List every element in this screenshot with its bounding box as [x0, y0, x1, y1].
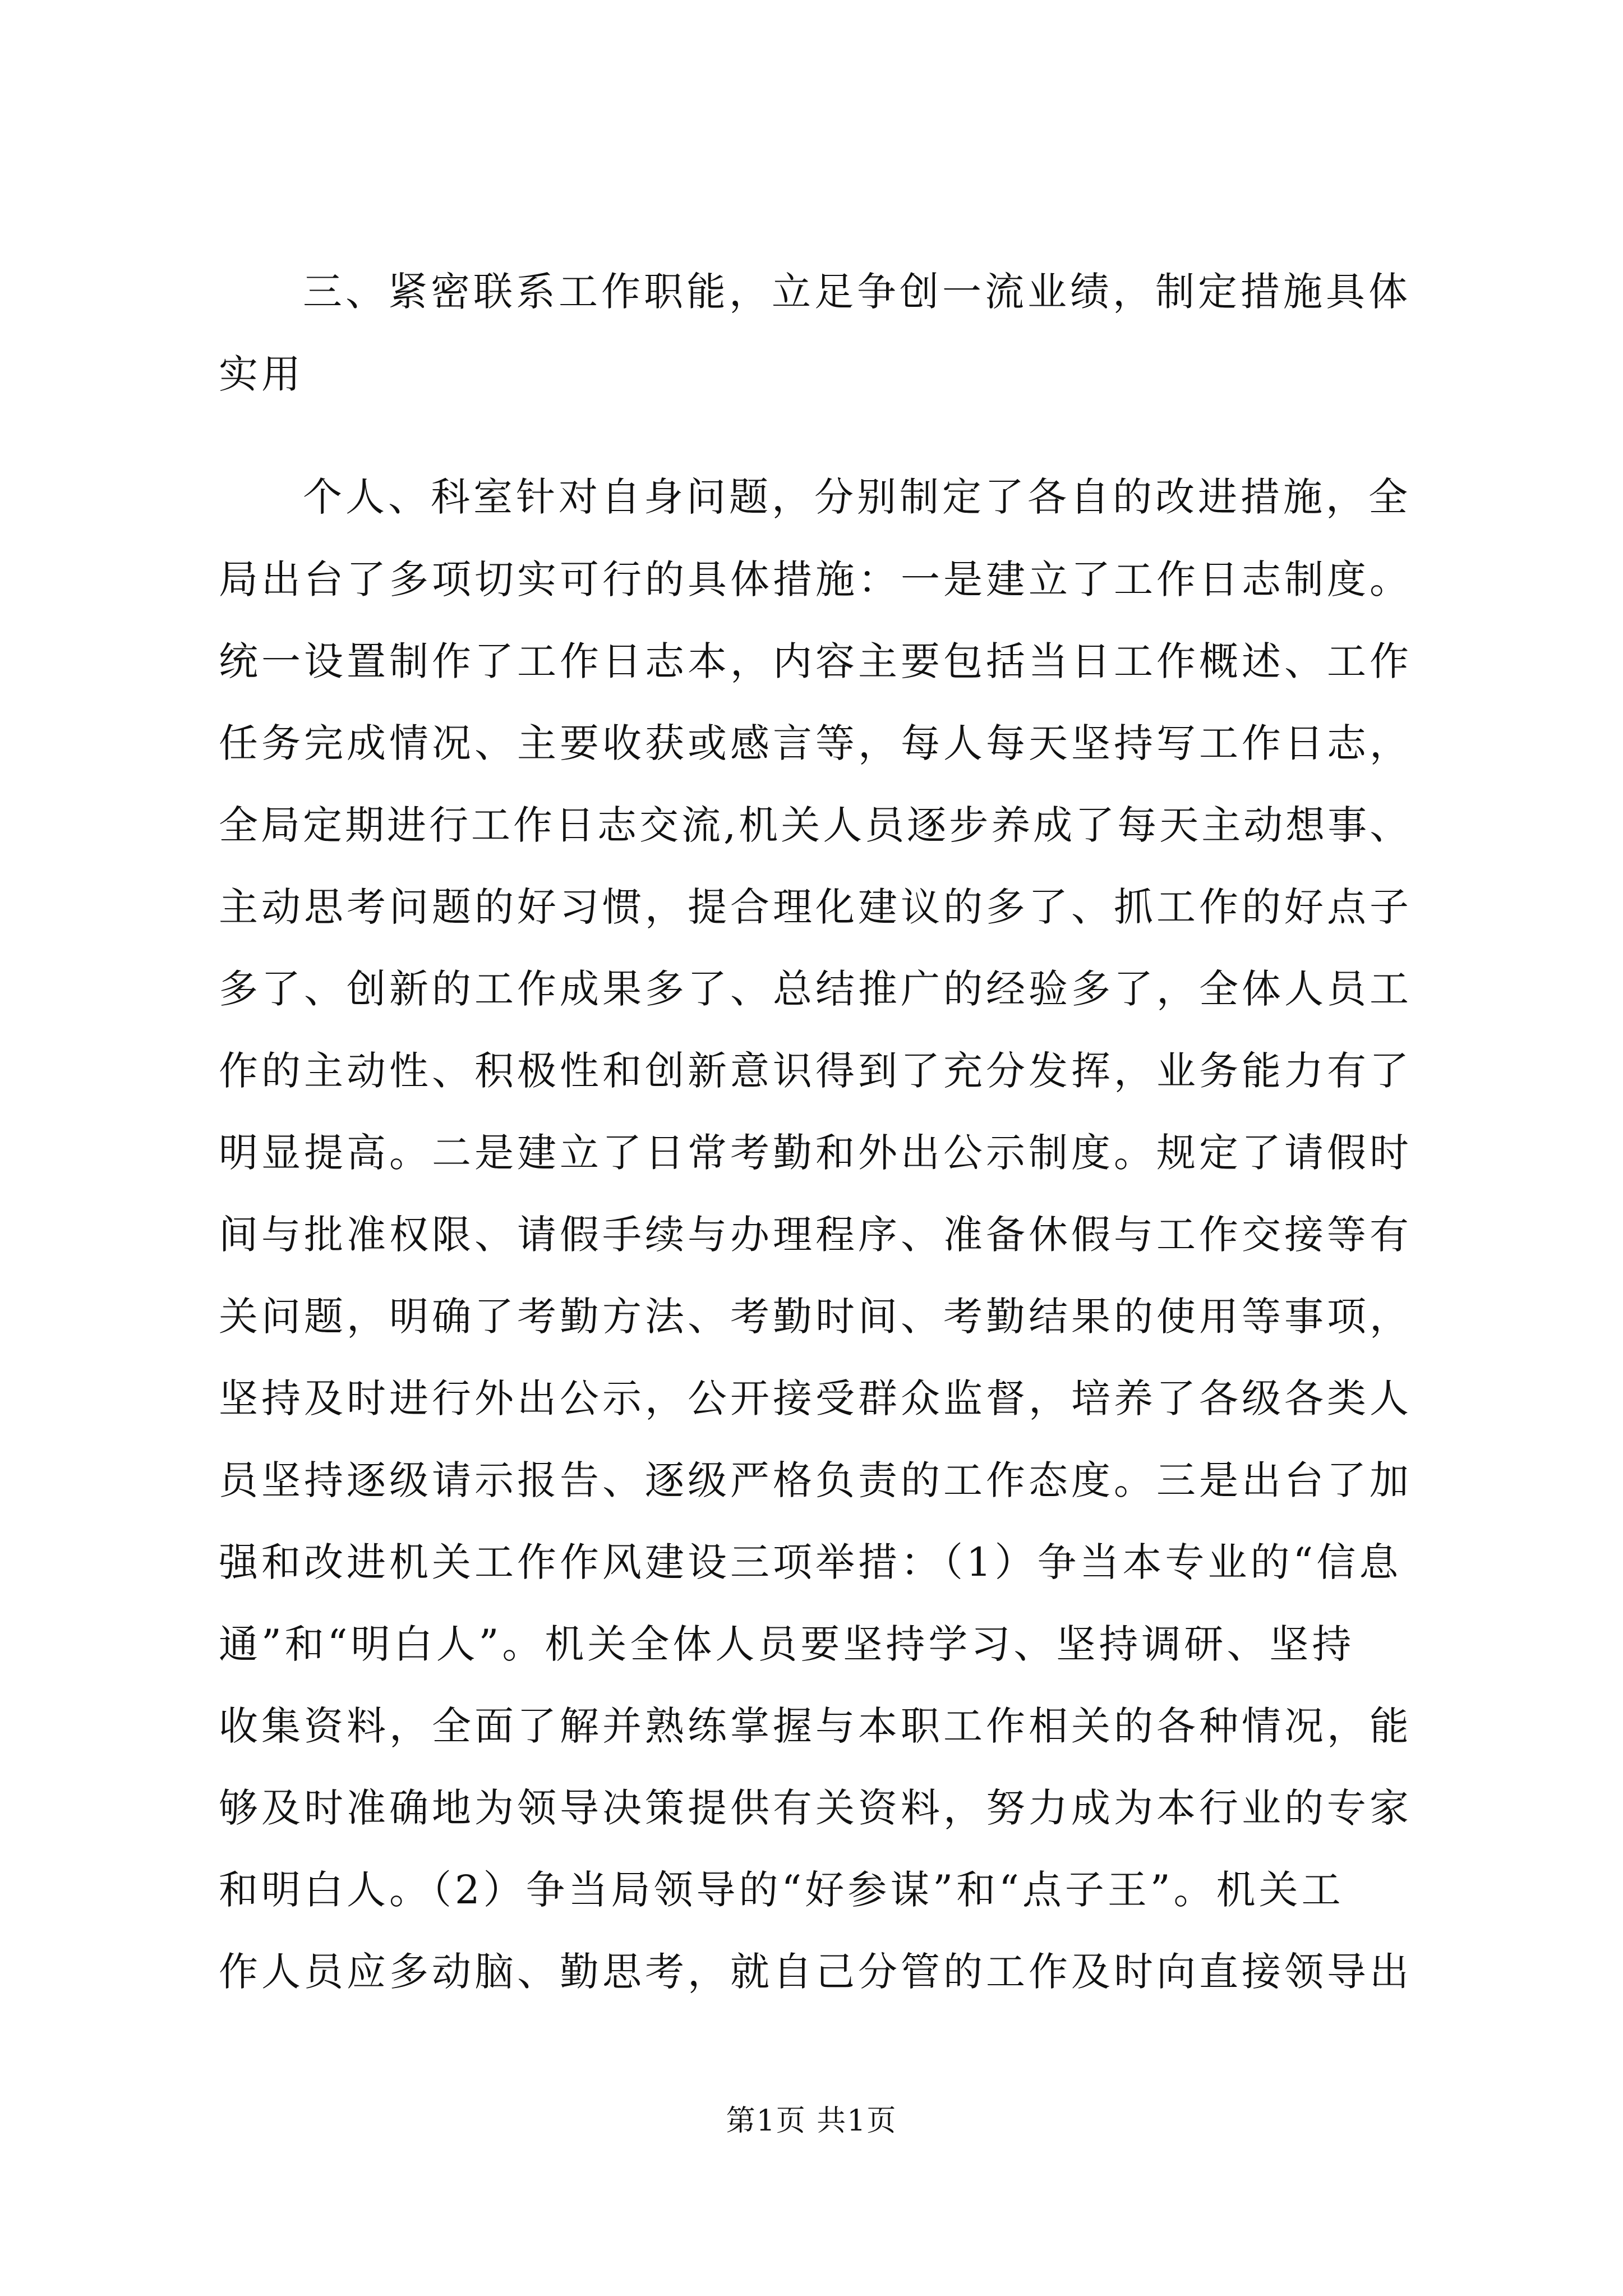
body-line-18: 和明白人。（2）争当局领导的“好参谋”和“点子王”。机关工 [219, 1867, 1344, 1913]
body-line-3: 统一设置制作了工作日志本，内容主要包括当日工作概述、工作 [219, 638, 1412, 684]
body-line-16: 收集资料，全面了解并熟练掌握与本职工作相关的各种情况，能 [219, 1703, 1412, 1749]
page-number-footer: 第1页 共1页 [726, 2104, 897, 2138]
body-line-6: 主动思考问题的好习惯，提合理化建议的多了、抓工作的好点子 [219, 884, 1412, 930]
section-heading-line-2: 实用 [219, 351, 304, 397]
section-heading-line-1: 三、紧密联系工作职能，立足争创一流业绩，制定措施具体 [303, 269, 1411, 315]
body-line-10: 间与批准权限、请假手续与办理程序、准备休假与工作交接等有 [219, 1212, 1412, 1258]
body-line-13: 员坚持逐级请示报告、逐级严格负责的工作态度。三是出台了加 [219, 1457, 1412, 1503]
body-line-12: 坚持及时进行外出公示，公开接受群众监督，培养了各级各类人 [219, 1375, 1412, 1421]
body-line-1: 个人、科室针对自身问题，分别制定了各自的改进措施，全 [303, 474, 1411, 520]
body-line-11: 关问题，明确了考勤方法、考勤时间、考勤结果的使用等事项， [219, 1294, 1412, 1340]
body-line-15: 通”和“明白人”。机关全体人员要坚持学习、坚持调研、坚持 [219, 1621, 1355, 1667]
body-line-19: 作人员应多动脑、勤思考，就自己分管的工作及时向直接领导出 [219, 1949, 1412, 1995]
body-line-8: 作的主动性、积极性和创新意识得到了充分发挥，业务能力有了 [219, 1048, 1412, 1094]
body-line-7: 多了、创新的工作成果多了、总结推广的经验多了，全体人员工 [219, 966, 1412, 1012]
body-line-14: 强和改进机关工作作风建设三项举措：（1）争当本专业的“信息 [219, 1539, 1402, 1585]
body-line-9: 明显提高。二是建立了日常考勤和外出公示制度。规定了请假时 [219, 1130, 1412, 1176]
body-line-2: 局出台了多项切实可行的具体措施：一是建立了工作日志制度。 [219, 556, 1412, 602]
body-line-5: 全局定期进行工作日志交流,机关人员逐步养成了每天主动想事、 [219, 802, 1412, 848]
body-line-4: 任务完成情况、主要收获或感言等，每人每天坚持写工作日志， [219, 720, 1412, 766]
body-line-17: 够及时准确地为领导决策提供有关资料，努力成为本行业的专家 [219, 1785, 1412, 1831]
